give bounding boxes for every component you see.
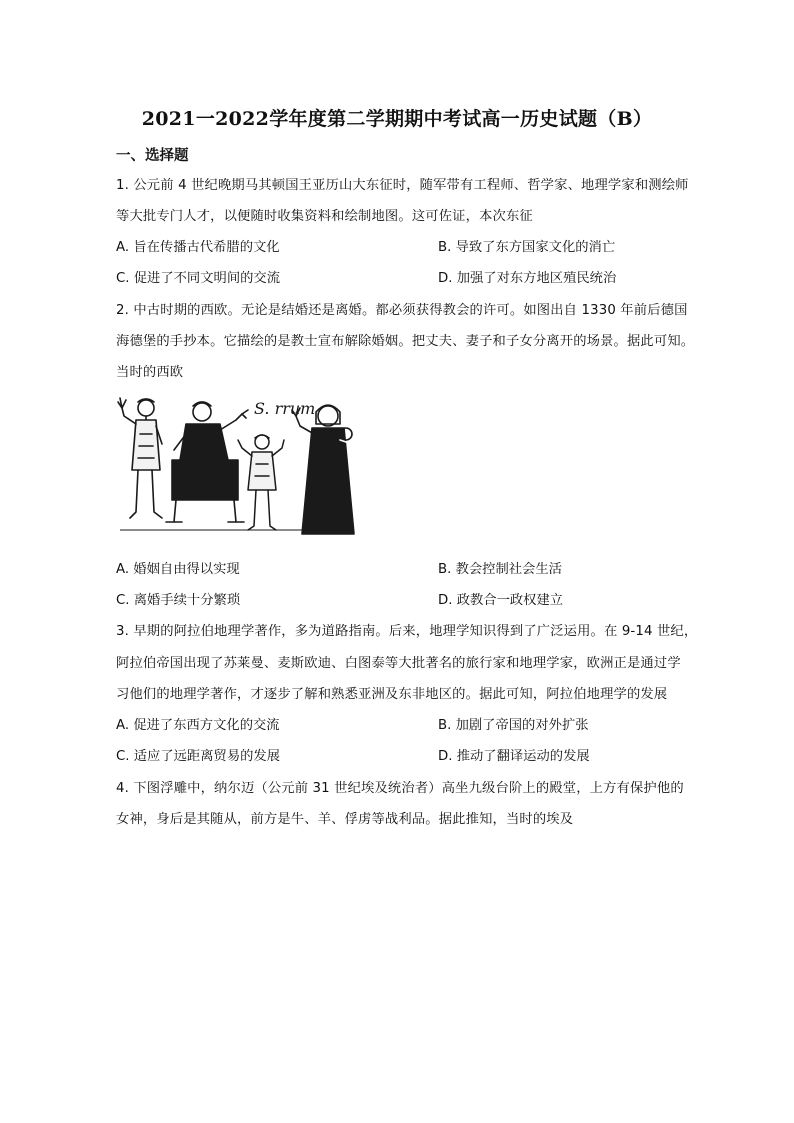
figure-caption: S. rrum xyxy=(254,399,316,418)
question-1-option-d[interactable]: D. 加强了对东方地区殖民统治 xyxy=(438,271,617,286)
question-1-option-b[interactable]: B. 导致了东方国家文化的消亡 xyxy=(438,240,616,255)
question-4-line-2: 女神，身后是其随从，前方是牛、羊、俘虏等战利品。据此推知，当时的埃及 xyxy=(116,812,574,827)
question-2-option-a[interactable]: A. 婚姻自由得以实现 xyxy=(116,562,240,577)
page-title: 2021一2022学年度第二学期期中考试高一历史试题（B） xyxy=(141,108,653,130)
question-2-option-c[interactable]: C. 离婚手续十分繁琐 xyxy=(116,593,241,608)
question-2-line-2: 海德堡的手抄本。它描绘的是教士宣布解除婚姻。把丈夫、妻子和子女分离开的场景。据此可知。 xyxy=(116,334,695,349)
question-1-line-2: 等大批专门人才，以便随时收集资料和绘制地图。这可佐证，本次东征 xyxy=(116,209,533,224)
question-2-option-d[interactable]: D. 政教合一政权建立 xyxy=(438,593,564,608)
question-3-option-d[interactable]: D. 推动了翻译运动的发展 xyxy=(438,749,590,764)
section-heading: 一、选择题 xyxy=(116,148,189,164)
question-2-line-3: 当时的西欧 xyxy=(116,365,184,380)
question-3-option-c[interactable]: C. 适应了远距离贸易的发展 xyxy=(116,749,281,764)
manuscript-illustration xyxy=(116,394,362,540)
question-2-line-1: 2. 中古时期的西欧。无论是结婚还是离婚。都必须获得教会的许可。如图出自 1330 年前后德国 xyxy=(116,303,688,318)
question-3-line-3: 习他们的地理学著作，才逐步了解和熟悉亚洲及东非地区的。据此可知，阿拉伯地理学的发展 xyxy=(116,687,668,702)
question-3-option-a[interactable]: A. 促进了东西方文化的交流 xyxy=(116,718,280,733)
question-1-line-1: 1. 公元前 4 世纪晚期马其顿国王亚历山大东征时，随军带有工程师、哲学家、地理学家和测绘师 xyxy=(116,178,689,193)
question-2-option-b[interactable]: B. 教会控制社会生活 xyxy=(438,562,562,577)
question-1-option-a[interactable]: A. 旨在传播古代希腊的文化 xyxy=(116,240,280,255)
question-3-option-b[interactable]: B. 加剧了帝国的对外扩张 xyxy=(438,718,589,733)
question-1-option-c[interactable]: C. 促进了不同文明间的交流 xyxy=(116,271,281,286)
question-3-line-1: 3. 早期的阿拉伯地理学著作，多为道路指南。后来，地理学知识得到了广泛运用。在 9-14 世纪， xyxy=(116,624,698,639)
question-4-line-1: 4. 下图浮雕中，纳尔迈（公元前 31 世纪埃及统治者）高坐九级台阶上的殿堂，上方有保护他的 xyxy=(116,781,684,796)
question-3-line-2: 阿拉伯帝国出现了苏莱曼、麦斯欧迪、白图泰等大批著名的旅行家和地理学家，欧洲正是通过学 xyxy=(116,656,681,671)
